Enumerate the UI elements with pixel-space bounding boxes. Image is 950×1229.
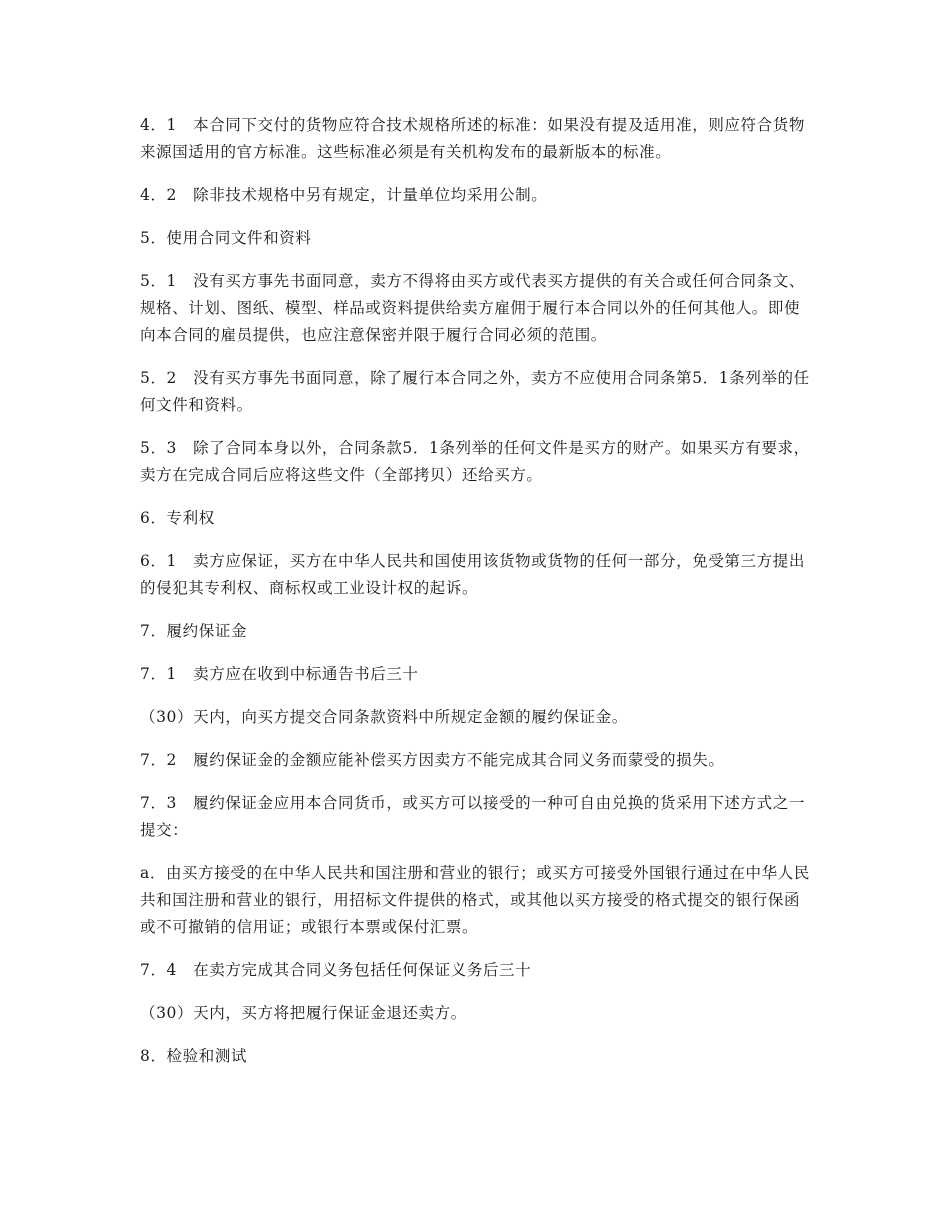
section-7-heading: 7．履约保证金 [140,622,248,640]
clause-5-3: 5．3 除了合同本身以外，合同条款5．1条列举的任何文件是买方的财产。如果买方有要求，卖方在完成合同后应将这些文件（全部拷贝）还给买方。 [140,439,810,484]
clause-4-1: 4．1 本合同下交付的货物应符合技术规格所述的标准：如果没有提及适用准，则应符合货物来源国适用的官方标准。这些标准必须是有关机构发布的最新版本的标准。 [140,116,805,161]
clause-7-1-continued: （30）天内，向买方提交合同条款资料中所规定金额的履约保证金。 [140,708,628,726]
clause-7-4-continued: （30）天内，买方将把履行保证金退还卖方。 [140,1004,467,1022]
section-8-heading: 8．检验和测试 [140,1047,248,1065]
clause-7-3: 7．3 履约保证金应用本合同货币，或买方可以接受的一种可自由兑换的货采用下述方式之一提交： [140,794,805,839]
clause-7-1: 7．1 卖方应在收到中标通告书后三十 [140,665,419,683]
clause-7-2: 7．2 履约保证金的金额应能补偿买方因卖方不能完成其合同义务而蒙受的损失。 [140,751,725,769]
section-6-heading: 6．专利权 [140,509,215,527]
clause-5-2: 5．2 没有买方事先书面同意，除了履行本合同之外，卖方不应使用合同条第5．1条列举的任何文件和资料。 [140,369,810,414]
clause-7-4: 7．4 在卖方完成其合同义务包括任何保证义务后三十 [140,961,532,979]
section-5-heading: 5．使用合同文件和资料 [140,229,312,247]
clause-7-3-a: a．由买方接受的在中华人民共和国注册和营业的银行；或买方可接受外国银行通过在中华人民共和国注册和营业的银行，用招标文件提供的格式，或其他以买方接受的格式提交的银行保函或不可撤销的信用证；或银行本票或保付汇票。 [140,864,810,936]
document-page [140,112,812,1086]
clause-6-1: 6．1 卖方应保证，买方在中华人民共和国使用该货物或货物的任何一部分，免受第三方提出的侵犯其专利权、商标权或工业设计权的起诉。 [140,552,805,597]
clause-4-2: 4．2 除非技术规格中另有规定，计量单位均采用公制。 [140,186,548,204]
clause-5-1: 5．1 没有买方事先书面同意，卖方不得将由买方或代表买方提供的有关合或任何合同条文、规格、计划、图纸、模型、样品或资料提供给卖方雇佣于履行本合同以外的任何其他人。即使向本合同的雇员提供，也应注意保密并限于履行合同必须的范围。 [140,272,805,344]
